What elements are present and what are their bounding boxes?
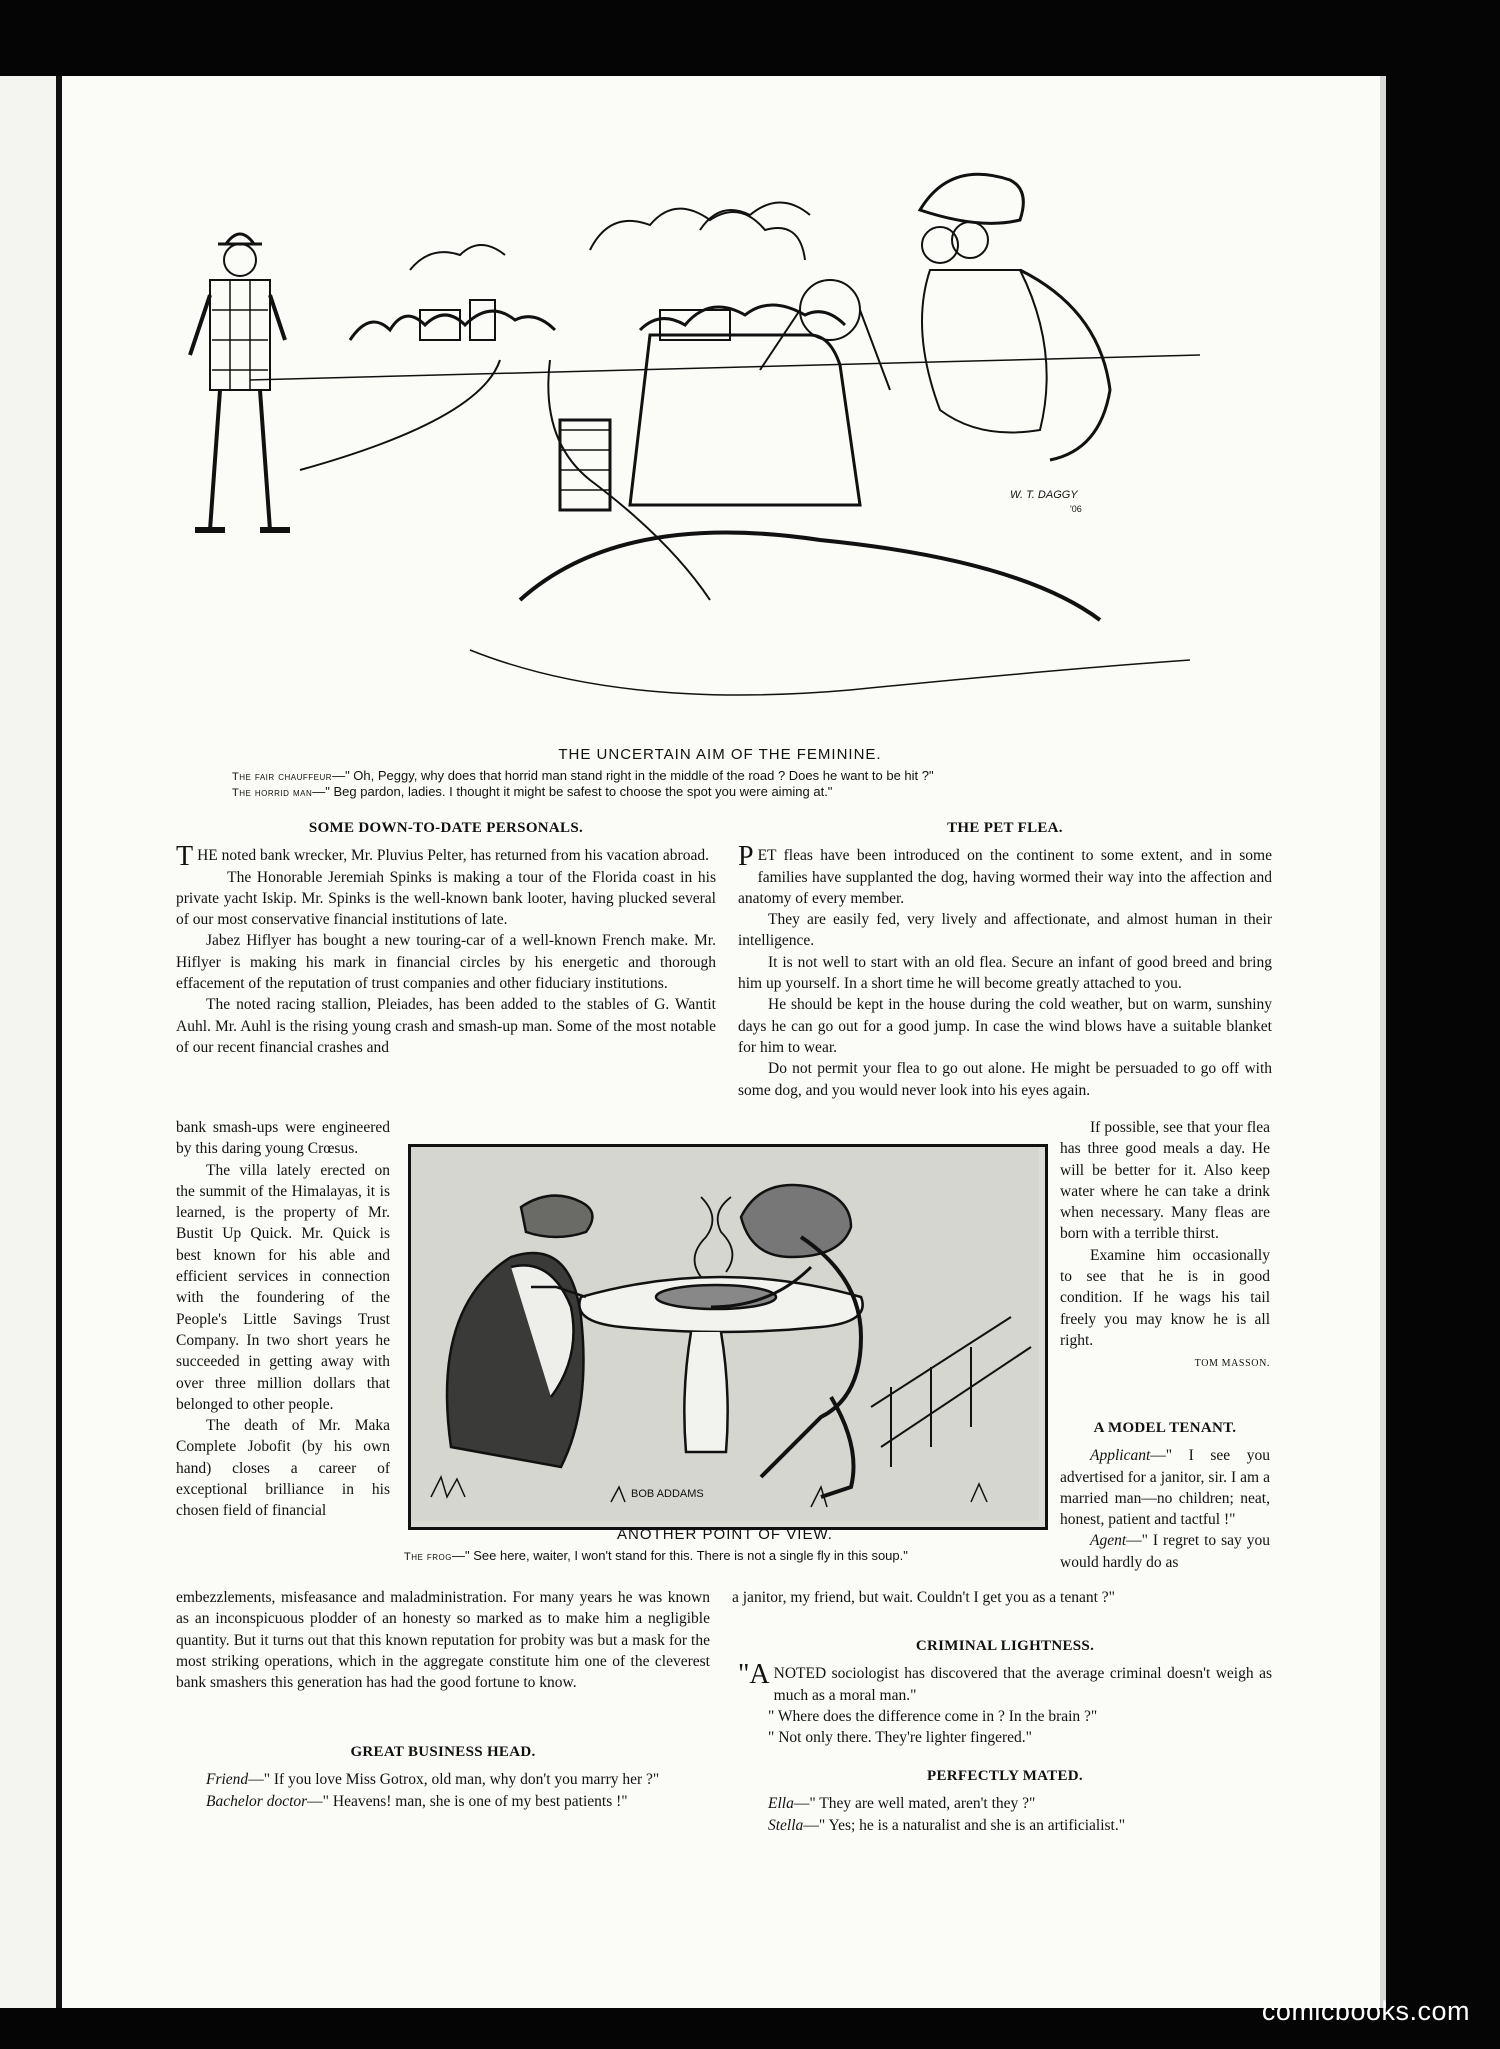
frog-caption-text: —" See here, waiter, I won't stand for this. There is not a single fly in this soup." bbox=[452, 1548, 908, 1563]
personals-article-bottom bbox=[176, 1587, 710, 1693]
personals-drop-cap: T bbox=[176, 841, 194, 873]
mated-heading: PERFECTLY MATED. bbox=[927, 1768, 1083, 1784]
business-article bbox=[176, 1742, 710, 1812]
criminal-paragraph-1: "ANOTED sociologist has discovered that the average criminal doesn't weigh as much as a moral man." bbox=[738, 1659, 1272, 1704]
top-artist-year: '06 bbox=[1070, 504, 1082, 514]
criminal-article bbox=[738, 1636, 1272, 1748]
personals-paragraph-5: The villa lately erected on the summit of the Himalayas, it is learned, is the property of Mr. Bustit Up Quick. Mr. Quick is best known for his able and efficient services in connection with the foundering of the People's Little Savings Trust Company. In two short years he succeeded in getting away with over three million dollars that belonged to other people. bbox=[176, 1161, 390, 1413]
personals-article-top bbox=[176, 818, 716, 1058]
personals-paragraph-6-continued: embezzlements, misfeasance and maladministration. For many years he was known as an inconspicuous plodder of an honesty so marked as to make him a negligible quantity. But it turns out that this known reputation for probity was but a mask for the most striking operations, which in the aggregate constitute him one of the cleverest bank smashers this generation has had the good fortune to know. bbox=[176, 1589, 710, 1692]
frog-caption-line bbox=[404, 1548, 908, 1563]
personals-article-narrow bbox=[176, 1117, 390, 1522]
personals-paragraph-4: The noted racing stallion, Pleiades, has been added to the stables of G. Wantit Auhl. Mr. Auhl is the rising young crash and smash-up man. Some of the most notable of our recent financial crashes and bbox=[176, 996, 716, 1056]
top-artist-signature: W. T. DAGGY bbox=[1010, 489, 1078, 501]
top-caption-line-2 bbox=[232, 784, 832, 799]
flea-paragraph-7: Examine him occasionally to see that he is in good condition. If he wags his tail freely you may know he is all right. bbox=[1060, 1246, 1270, 1349]
tenant-line-2-continued: a janitor, my friend, but wait. Couldn't I get you as a tenant ?" bbox=[732, 1589, 1115, 1606]
top-caption-text-2: —" Beg pardon, ladies. I thought it might be safest to choose the spot you were aiming at." bbox=[312, 784, 833, 799]
tenant-article-bottom bbox=[732, 1587, 1272, 1608]
personals-paragraph-4-continued: bank smash-ups were engineered by this daring young Crœsus. bbox=[176, 1119, 390, 1158]
flea-paragraph-3: It is not well to start with an old flea. Secure an infant of good breed and bring him up yourself. In a short time he will become greatly attached to you. bbox=[738, 953, 1272, 993]
frog-waiter-cartoon bbox=[408, 1144, 1048, 1530]
mated-line-2: Stella—" Yes; he is a naturalist and she is an artificialist." bbox=[768, 1816, 1126, 1834]
criminal-drop-cap: "A bbox=[738, 1659, 770, 1691]
chauffeur-cartoon bbox=[140, 150, 1270, 740]
flea-paragraph-2: They are easily fed, very lively and affectionate, and almost human in their intelligence. bbox=[738, 911, 1272, 950]
frog-caption-speaker: The frog bbox=[404, 1551, 452, 1563]
criminal-paragraph-2: " Where does the difference come in ? In the brain ?" bbox=[768, 1707, 1098, 1725]
business-line-2: Bachelor doctor—" Heavens! man, she is one of my best patients !" bbox=[206, 1792, 628, 1810]
flea-heading: THE PET FLEA. bbox=[947, 820, 1063, 836]
flea-paragraph-6: If possible, see that your flea has three good meals a day. He will be better for it. Also keep water where he can take a drink when necessary. Many fleas are born with a terrible thirst. bbox=[1060, 1119, 1270, 1243]
personals-paragraph-2: The Honorable Jeremiah Spinks is making a tour of the Florida coast in his private yacht Iskip. Mr. Spinks is the well-known bank looter, having plucked several of our most conservative financial institutions of late. bbox=[176, 868, 716, 929]
flea-article-top bbox=[738, 818, 1272, 1101]
frog-artist-signature: BOB ADDAMS bbox=[631, 1488, 704, 1500]
top-caption-title: THE UNCERTAIN AIM OF THE FEMININE. bbox=[558, 746, 882, 763]
business-line-1: Friend—" If you love Miss Gotrox, old man, why don't you marry her ?" bbox=[206, 1771, 660, 1789]
personals-heading: SOME DOWN-TO-DATE PERSONALS. bbox=[308, 820, 584, 836]
personals-paragraph-1: THE noted bank wrecker, Mr. Pluvius Pelter, has returned from his vacation abroad. bbox=[176, 841, 709, 873]
flea-paragraph-4: He should be kept in the house during the cold weather, but on warm, sunshiny days he can go out for a good jump. In case the wind blows have a suitable blanket for him to wear. bbox=[738, 996, 1272, 1056]
criminal-paragraph-3: " Not only there. They're lighter fingered." bbox=[768, 1729, 1032, 1747]
flea-drop-cap: P bbox=[738, 841, 754, 873]
mated-line-1: Ella—" They are well mated, aren't they ?" bbox=[768, 1795, 1036, 1813]
top-caption-speaker-2: The horrid man bbox=[232, 787, 313, 799]
flea-article-narrow bbox=[1060, 1117, 1270, 1375]
business-heading: GREAT BUSINESS HEAD. bbox=[350, 1744, 536, 1760]
criminal-heading: CRIMINAL LIGHTNESS. bbox=[915, 1638, 1095, 1654]
frog-caption-title: ANOTHER POINT OF VIEW. bbox=[617, 1526, 833, 1543]
mated-article bbox=[738, 1766, 1272, 1836]
flea-paragraph-1: PET fleas have been introduced on the continent to some extent, and in some families have supplanted the dog, having wormed their way into the affection and anatomy of every member. bbox=[738, 841, 1272, 907]
personals-paragraph-6: The death of Mr. Maka Complete Jobofit (by his own hand) closes a career of exceptional brilliance in his chosen field of financial bbox=[176, 1417, 390, 1520]
tenant-heading: A MODEL TENANT. bbox=[1093, 1420, 1237, 1436]
site-watermark: comicbooks.com bbox=[1261, 1996, 1470, 2026]
top-caption-line-1 bbox=[232, 768, 934, 783]
flea-paragraph-5: Do not permit your flea to go out alone. He might be persuaded to go off with some dog, and you would never look into his eyes again. bbox=[738, 1060, 1272, 1099]
tenant-article-narrow bbox=[1060, 1418, 1270, 1573]
left-page-edge bbox=[0, 76, 56, 2008]
tenant-line-1: Applicant—" I see you advertised for a janitor, sir. I am a married man—no children; neat, honest, patient and tactful !" bbox=[1060, 1447, 1270, 1529]
flea-author: TOM MASSON. bbox=[1194, 1358, 1270, 1370]
top-caption-text-1: —" Oh, Peggy, why does that horrid man stand right in the middle of the road ? Does he want to be hit ?" bbox=[332, 768, 934, 783]
top-caption-speaker-1: The fair chauffeur bbox=[232, 771, 333, 783]
tenant-line-2: Agent—" I regret to say you would hardly do as bbox=[1060, 1532, 1270, 1571]
personals-paragraph-3: Jabez Hiflyer has bought a new touring-car of a well-known French make. Mr. Hiflyer is making his mark in financial circles by his energetic and thorough effacement of the reputation of trust companies and other fiduciary institutions. bbox=[176, 932, 716, 993]
